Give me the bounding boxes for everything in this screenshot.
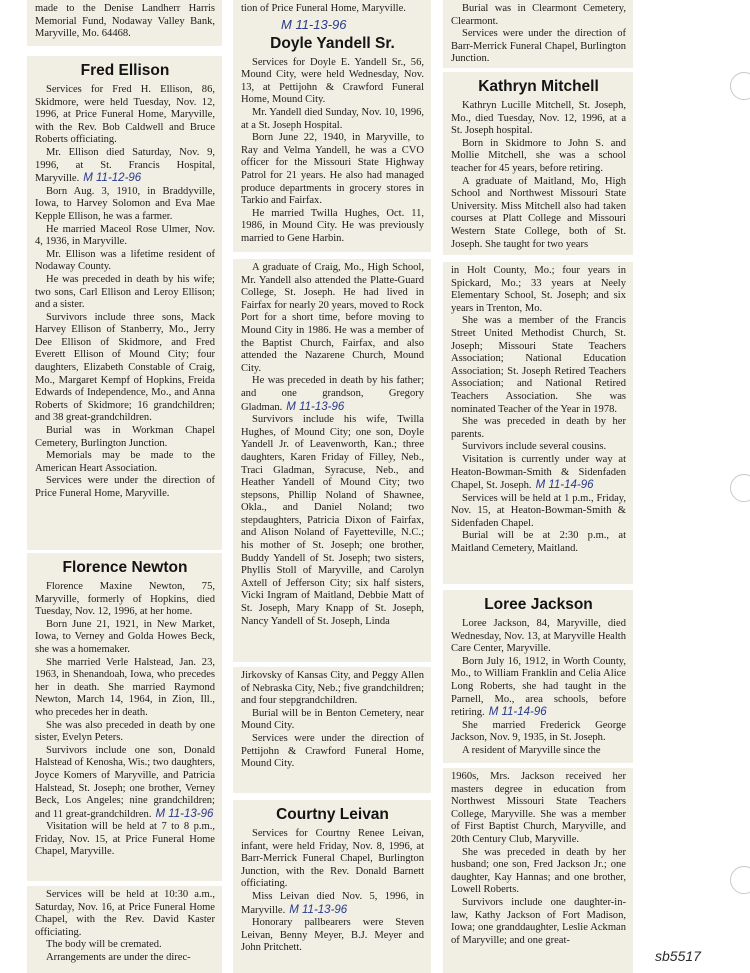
paragraph: Mr. Yandell died Sunday, Nov. 10, 1996, at a St. Joseph Hospital. <box>241 106 424 131</box>
paragraph: Memorials may be made to the American Heart Association. <box>35 450 215 474</box>
paragraph: Mr. Ellison was a lifetime resident of Nodaway County. <box>35 248 215 273</box>
paragraph-text: Survivors include one son, Donald Halstead of Kenosha, Wis.; two daughters, Joyce Komers of Maryville, and Patricia Halstead, St. Joseph; one brother, Verney Beck, Los Angeles; nine grandchildren; and 11 great-grandchildren. <box>35 744 215 820</box>
paragraph: He married Maceol Rose Ulmer, Nov. 4, 1936, in Maryville. <box>35 223 215 248</box>
paragraph: Survivors include his wife, Twilla Hughes, of Mound City; one son, Doyle Yandell Jr. of Leavenworth, Kan.; three daughters, Karen Friday of Filley, Neb., Traci Gladman, Syracuse, Neb., and Heather Yandell of Mound City; two stepsons, Phillip Noland of Shawnee, Okla., and Daniel Noland; two stepdaughters, Patricia Dixon of Fairfax, and Alison Noland of Fayetteville, N.C.; his mother of St. Joseph; one brother, Buddy Yandell of St. Joseph; two sisters, Phyllis Stoll of Maryville, and Carolyn Axtell of Jefferson City; six half sisters, Vicki Ingram of Maitland, Debbie Matt of St. Joseph, Mary Knapp of St. Joseph, Nancy Yandell of St. Joseph, Linda <box>241 414 424 627</box>
paragraph: Burial will be at 2:30 p.m., at Maitland Cemetery, Maitland. <box>451 530 626 555</box>
obituary-title: Doyle Yandell Sr. <box>270 34 395 52</box>
paragraph: She was preceded in death by her husband; one son, Fred Jackson Jr.; one daughter, Kay Hannas; and one brother, Lowell Roberts. <box>451 846 626 896</box>
paragraph: Services will be held at 10:30 a.m., Saturday, Nov. 16, at Price Funeral Home Chapel, with the Rev. David Kaster officiating. <box>35 889 215 938</box>
paragraph: Survivors include several cousins. <box>462 441 607 453</box>
paragraph-text: Born July 16, 1912, in Worth County, Mo., to William Franklin and Celia Alice Long Roberts, she had taught in the Parnell, Mo., area schools, before retiring. <box>451 655 626 719</box>
handwritten-date-note: M 11-13-96 <box>281 16 347 32</box>
obituary-florence-newton <box>27 553 222 881</box>
paragraph: Honorary pallbearers were Steven Leivan, Benny Meyer, B.J. Meyer and John Pritchett. <box>241 917 424 954</box>
paragraph <box>451 454 626 493</box>
paragraph: Born Aug. 3, 1910, in Braddyville, Iowa, to Harvey Solomon and Eva Mae Kepple Ellison, he was a farmer. <box>35 185 215 222</box>
obituary-title: Fred Ellison <box>80 62 170 79</box>
clipping-text: tion of Price Funeral Home, Maryville. <box>241 3 406 14</box>
clipping-col1-top <box>27 0 222 46</box>
paragraph: Services were under the direction of Pettijohn & Crawford Funeral Home, Mound City. <box>241 732 424 770</box>
paragraph: A graduate of Maitland, Mo, High School and Northwest Missouri State University. Miss Mitchell also had taken courses at Platt College and Missouri Western State College, both of St. Joseph. She taught for two years <box>451 175 626 250</box>
paragraph-text: He was preceded in death by his father; and one grandson, Gregory Gladman. <box>241 375 424 413</box>
obituary-title: Courtny Leivan <box>276 806 389 823</box>
paragraph <box>451 656 626 720</box>
paragraph: Services for Courtny Renee Leivan, infant, were held Friday, Nov. 8, 1996, at Barr-Merrick Funeral Chapel, Burlington Junction, with the Rev. Donald Barnett officiating. <box>241 828 424 890</box>
obituary-kathryn-mitchell <box>443 72 633 255</box>
paragraph: He married Twilla Hughes, Oct. 11, 1986, in Mound City. He was previously married to Gene Harbin. <box>241 207 424 244</box>
punch-hole-bottom <box>730 866 750 894</box>
paragraph: He was preceded in death by his wife; two sons, Carl Ellison and Leroy Ellison; and a sister. <box>35 273 215 311</box>
obituary-doyle-yandell <box>233 0 431 252</box>
paragraph: Jirkovsky of Kansas City, and Peggy Allen of Nebraska City, Neb.; five grandchildren; and four stepgrandchildren. <box>241 670 424 707</box>
paragraph: Services for Doyle E. Yandell Sr., 56, Mound City, were held Wednesday, Nov. 13, at Pettijohn & Crawford Funeral Home, Mound City. <box>241 56 424 106</box>
paragraph <box>35 745 215 822</box>
paragraph: Visitation will be held at 7 to 8 p.m., Friday, Nov. 15, at Price Funeral Home Chapel, Maryville. <box>35 821 215 858</box>
catalog-number: sb5517 <box>655 948 701 964</box>
paragraph: Services were under the direction of Price Funeral Home, Maryville. <box>35 475 215 499</box>
paragraph-text: Miss Leivan died Nov. 5, 1996, in Maryville. <box>241 890 424 916</box>
paragraph: A resident of Maryville since the <box>462 744 601 756</box>
paragraph: She married Frederick George Jackson, Nov. 9, 1935, in St. Joseph. <box>451 719 626 744</box>
paragraph: Born June 22, 1940, in Maryville, to Ray and Velma Yandell, he was a CVO officer for the Missouri State Highway Patrol for 21 years. He also had managed produce departments in grocery stores in Tarkio and Fairfax. <box>241 132 424 207</box>
paragraph <box>35 147 215 186</box>
paragraph: Survivors include three sons, Mack Harvey Ellison of Stanberry, Mo., Jerry Dee Ellison of Skidmore, and Fred Everett Ellison of Mound City; four daughters, Elizabeth Constable of Craig, Mo., Margaret Kempf of Hopkins, Freida Edwards of Independence, Mo., and Anna Roberts of Skidmore; 16 grandchildren; and 38 great-grandchildren. <box>35 311 215 424</box>
paragraph: Loree Jackson, 84, Maryville, died Wednesday, Nov. 13, at Maryville Health Care Center, Maryville. <box>451 618 626 655</box>
paragraph: Services were under the direction of Barr-Merrick Funeral Chapel, Burlington Junction. <box>451 28 626 65</box>
paragraph: She married Verle Halstead, Jan. 23, 1963, in Shenandoah, Iowa, who precedes her in death. She married Raymond Newton, March 14, 1964, in Zion, Ill., who precedes her in death. <box>35 656 215 718</box>
handwritten-date-note: M 11-14-96 <box>488 706 547 719</box>
obituary-title: Kathryn Mitchell <box>478 78 599 95</box>
clipping-col3-top <box>443 0 633 68</box>
paragraph: She was also preceded in death by one sister, Evelyn Peters. <box>35 719 215 744</box>
clipping-loree-continued <box>443 768 633 973</box>
punch-hole-top <box>730 72 750 100</box>
paragraph: She was preceded in death by her parents. <box>451 416 626 440</box>
punch-hole-middle <box>730 474 750 502</box>
paragraph: Survivors include one daughter-in-law, Kathy Jackson of Fort Madison, Iowa; one granddaughter, Leslie Ackman of Maryville; and one great- <box>451 896 626 946</box>
paragraph: Services will be held at 1 p.m., Friday, Nov. 15, at Heaton-Bowman-Smith & Sidenfaden Chapel. <box>451 492 626 529</box>
handwritten-date-note: M 11-12-96 <box>83 172 142 185</box>
paragraph <box>241 375 424 414</box>
handwritten-date-note: M 11-13-96 <box>289 903 348 916</box>
obituary-courtny-leivan <box>233 800 431 973</box>
paragraph: Born June 21, 1921, in New Market, Iowa, to Verney and Golda Howes Beck, she was a homemaker. <box>35 618 215 655</box>
paragraph: Born in Skidmore to John S. and Mollie Mitchell, she was a school teacher for 45 years, before retiring. <box>451 137 626 174</box>
handwritten-date-note: M 11-13-96 <box>286 400 345 413</box>
handwritten-date-note: M 11-13-96 <box>155 807 214 820</box>
paragraph: She was a member of the Francis Street United Methodist Church, St. Joseph; Missouri State Teachers Association; National Education Association; St. Joseph Retired Teachers Association; and National Retired Teachers Association. She was nominated Teacher of the Year in 1978. <box>451 315 626 415</box>
clipping-doyle-continued-2 <box>233 667 431 793</box>
paragraph-text: Visitation is currently under way at Heaton-Bowman-Smith & Sidenfaden Chapel, St. Joseph. <box>451 453 626 492</box>
paragraph: Burial was in Clearmont Cemetery, Clearmont. <box>451 3 626 27</box>
paragraph: A graduate of Craig, Mo., High School, Mr. Yandell also attended the Platte-Guard College, St. Joseph. He had lived in Fairfax for nearly 20 years, moved to Rock Port for a short time, before moving to Mound City in 1986. He was a member of the Baptist Church, Fairfax, and also attended the Nazarene Church, Mound City. <box>241 262 424 374</box>
paragraph <box>241 891 424 917</box>
paragraph: 1960s, Mrs. Jackson received her masters degree in education from Northwest Missouri State Teachers College, Maryville. She was a member of First Baptist Church, Maryville, and 20th Century Club, Maryville. <box>451 771 626 845</box>
obituary-loree-jackson <box>443 590 633 763</box>
handwritten-date-note: M 11-14-96 <box>535 479 594 492</box>
obituary-title: Florence Newton <box>62 559 188 576</box>
clipping-text: made to the Denise Landherr Harris Memorial Fund, Nodaway Valley Bank, Maryville, Mo. 64468. <box>35 3 215 40</box>
paragraph-text: Mr. Ellison died Saturday, Nov. 9, 1996, at St. Francis Hospital, Maryville. <box>35 146 215 185</box>
paragraph: in Holt County, Mo.; four years in Spickard, Mo.; 33 years at Neely Elementary School, St. Joseph; and six years in Trenton, Mo. <box>451 265 626 314</box>
paragraph: Burial was in Workman Chapel Cemetery, Burlington Junction. <box>35 425 215 449</box>
paragraph: Kathryn Lucille Mitchell, St. Joseph, Mo., died Tuesday, Nov. 12, 1996, at a St. Joseph hospital. <box>451 100 626 137</box>
paragraph: Burial will be in Benton Cemetery, near Mound City. <box>241 707 424 732</box>
obituary-fred-ellison <box>27 56 222 550</box>
paragraph: Services for Fred H. Ellison, 86, Skidmore, were held Tuesday, Nov. 12, 1996, at Price Funeral Home, Maryville, with the Rev. Bob Caldwell and Bruce Roberts officiating. <box>35 84 215 146</box>
paragraph: The body will be cremated. <box>46 939 162 951</box>
paragraph: Florence Maxine Newton, 75, Maryville, formerly of Hopkins, died Tuesday, Nov. 12, 1996, at her home. <box>35 581 215 618</box>
paragraph: Arrangements are under the direc- <box>46 951 191 963</box>
clipping-kathryn-continued <box>443 262 633 584</box>
clipping-doyle-continued <box>233 259 431 662</box>
obituary-title: Loree Jackson <box>484 596 593 613</box>
clipping-florence-continued <box>27 886 222 973</box>
